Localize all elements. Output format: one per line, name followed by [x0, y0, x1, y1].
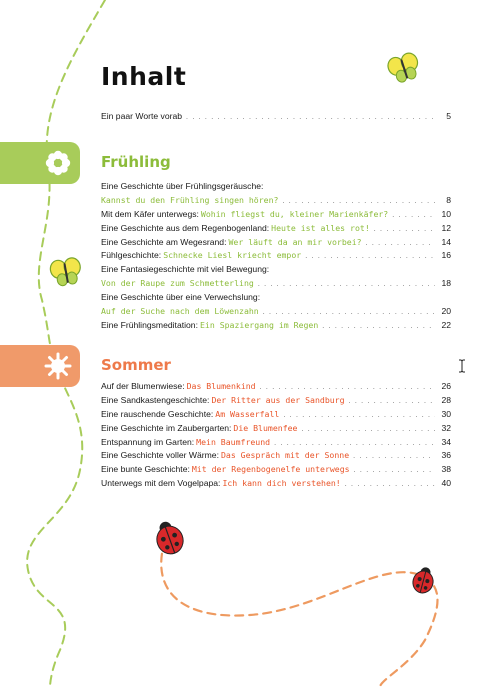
- toc-entry-label: Eine rauschende Geschichte:: [101, 408, 214, 419]
- toc-entry: [101, 277, 451, 291]
- green-dashed-path: [27, 0, 105, 687]
- toc-entry-story-title: Am Wasserfall: [215, 408, 280, 419]
- orange-dashed-path: [161, 540, 437, 687]
- toc-page-number: 32: [441, 422, 451, 433]
- toc-leader-dots: [258, 278, 435, 292]
- toc-entry: [101, 249, 451, 263]
- toc-entry-label: Eine Geschichte aus dem Regenbogenland:: [101, 222, 270, 233]
- toc-entry-label: Mit dem Käfer unterwegs:: [101, 208, 199, 219]
- toc-intro: [101, 110, 451, 124]
- toc-entry-label: Eine Geschichte voller Wärme:: [101, 450, 219, 461]
- toc-entry-label: Eine Frühlingsmeditation:: [101, 319, 198, 330]
- flower-icon: [44, 149, 72, 177]
- toc-entry: [101, 422, 451, 436]
- toc-entry: [101, 110, 451, 124]
- toc-leader-dots: [345, 478, 435, 492]
- toc-entry: [101, 477, 451, 491]
- toc-entry-label: Eine Sandkastengeschichte:: [101, 394, 210, 405]
- toc-entry: [101, 319, 451, 333]
- text-cursor-icon: [458, 359, 466, 373]
- toc-leader-dots: [322, 320, 435, 334]
- toc-leader-dots: [283, 409, 435, 423]
- toc-entry-story-title: Schnecke Liesl kriecht empor: [163, 250, 302, 261]
- toc-entry: [101, 222, 451, 236]
- toc-leader-dots: [302, 423, 436, 437]
- toc-leader-dots: [305, 250, 435, 264]
- toc-entry: [101, 180, 451, 194]
- toc-leader-dots: [354, 464, 435, 478]
- toc-entry: [101, 408, 451, 422]
- toc-entry-story-title: Mit der Regenbogenelfe unterwegs: [191, 464, 350, 475]
- toc-page-number: 22: [441, 319, 451, 330]
- toc-entry-story-title: Der Ritter aus der Sandburg: [211, 394, 345, 405]
- toc-page-number: 12: [441, 222, 451, 233]
- toc-entry: [101, 436, 451, 450]
- toc-page-number: 36: [441, 450, 451, 461]
- toc-entry-story-title: Heute ist alles rot!: [271, 222, 370, 233]
- toc-summer: [101, 380, 451, 491]
- toc-entry: [101, 463, 451, 477]
- toc-page-number: 26: [441, 381, 451, 391]
- toc-entry: [101, 208, 451, 222]
- toc-leader-dots: [374, 223, 435, 237]
- page-title: Inhalt: [101, 62, 187, 91]
- toc-entry-story-title: Das Blumenkind: [186, 381, 256, 391]
- toc-leader-dots: [260, 381, 435, 395]
- toc-entry-label: Eine Fantasiegeschichte mit viel Bewegung:: [101, 264, 270, 275]
- butterfly-icon: [386, 51, 423, 85]
- toc-page-number: 28: [441, 394, 451, 405]
- toc-entry: [101, 305, 451, 319]
- toc-entry-label: Fühlgeschichte:: [101, 250, 162, 261]
- toc-page-number: 40: [441, 478, 451, 489]
- toc-entry-story-title: Ich kann dich verstehen!: [222, 478, 341, 489]
- toc-entry-story-title: Wohin fliegst du, kleiner Marienkäfer?: [200, 208, 389, 219]
- summer-tab: [0, 345, 80, 387]
- toc-entry-label: Eine Geschichte im Zaubergarten:: [101, 422, 232, 433]
- section-heading-spring: Frühling: [101, 153, 171, 171]
- toc-entry-label: Entspannung im Garten:: [101, 436, 195, 447]
- toc-entry-label: Eine Geschichte über Frühlingsgeräusche:: [101, 181, 264, 191]
- toc-leader-dots: [353, 450, 435, 464]
- toc-entry: [101, 449, 451, 463]
- toc-entry: [101, 236, 451, 250]
- toc-page-number: 16: [441, 250, 451, 261]
- toc-entry: [101, 194, 451, 208]
- toc-entry-label: Eine Geschichte über eine Verwechslung:: [101, 292, 261, 303]
- section-heading-summer: Sommer: [101, 356, 171, 374]
- toc-page-number: 18: [441, 278, 451, 289]
- toc-entry-story-title: Wer läuft da an mir vorbei?: [228, 236, 362, 247]
- ladybug-icon: [151, 518, 187, 558]
- ladybug-icon: [410, 565, 436, 595]
- toc-entry-story-title: Das Gespräch mit der Sonne: [220, 450, 350, 461]
- spring-tab: [0, 142, 80, 184]
- toc-entry-label: Unterwegs mit dem Vogelpapa:: [101, 478, 221, 489]
- toc-entry-label: Eine Geschichte am Wegesrand:: [101, 236, 227, 247]
- toc-page-number: 34: [441, 436, 451, 447]
- toc-leader-dots: [349, 395, 435, 409]
- toc-page-number: 10: [441, 208, 451, 219]
- toc-entry-story-title: Auf der Suche nach dem Löwenzahn: [101, 306, 259, 317]
- toc-entry: [101, 394, 451, 408]
- toc-entry-label: Ein paar Worte vorab: [101, 111, 183, 121]
- toc-leader-dots: [366, 237, 435, 251]
- toc-entry: [101, 291, 451, 305]
- toc-entry-story-title: Ein Spaziergang im Regen: [199, 319, 319, 330]
- toc-page-number: 8: [446, 194, 451, 205]
- toc-leader-dots: [392, 209, 435, 223]
- toc-entry-label: Eine bunte Geschichte:: [101, 464, 190, 475]
- toc-page-number: 5: [446, 111, 451, 121]
- butterfly-icon: [49, 257, 83, 288]
- toc-leader-dots: [186, 111, 435, 125]
- toc-entry-story-title: Von der Raupe zum Schmetterling: [101, 278, 254, 289]
- toc-entry-label: Auf der Blumenwiese:: [101, 381, 185, 391]
- toc-entry: [101, 263, 451, 277]
- sun-flower-icon: [44, 352, 72, 380]
- toc-entry-story-title: Kannst du den Frühling singen hören?: [101, 194, 279, 205]
- toc-page-number: 20: [441, 306, 451, 317]
- toc-leader-dots: [274, 437, 435, 451]
- toc-entry: [101, 380, 451, 394]
- toc-leader-dots: [282, 195, 435, 209]
- toc-page-number: 30: [441, 408, 451, 419]
- toc-leader-dots: [263, 306, 435, 320]
- toc-entry-story-title: Die Blumenfee: [233, 422, 298, 433]
- toc-entry-story-title: Mein Baumfreund: [196, 436, 271, 447]
- toc-page-number: 38: [441, 464, 451, 475]
- toc-page-number: 14: [441, 236, 451, 247]
- toc-spring: [101, 180, 451, 333]
